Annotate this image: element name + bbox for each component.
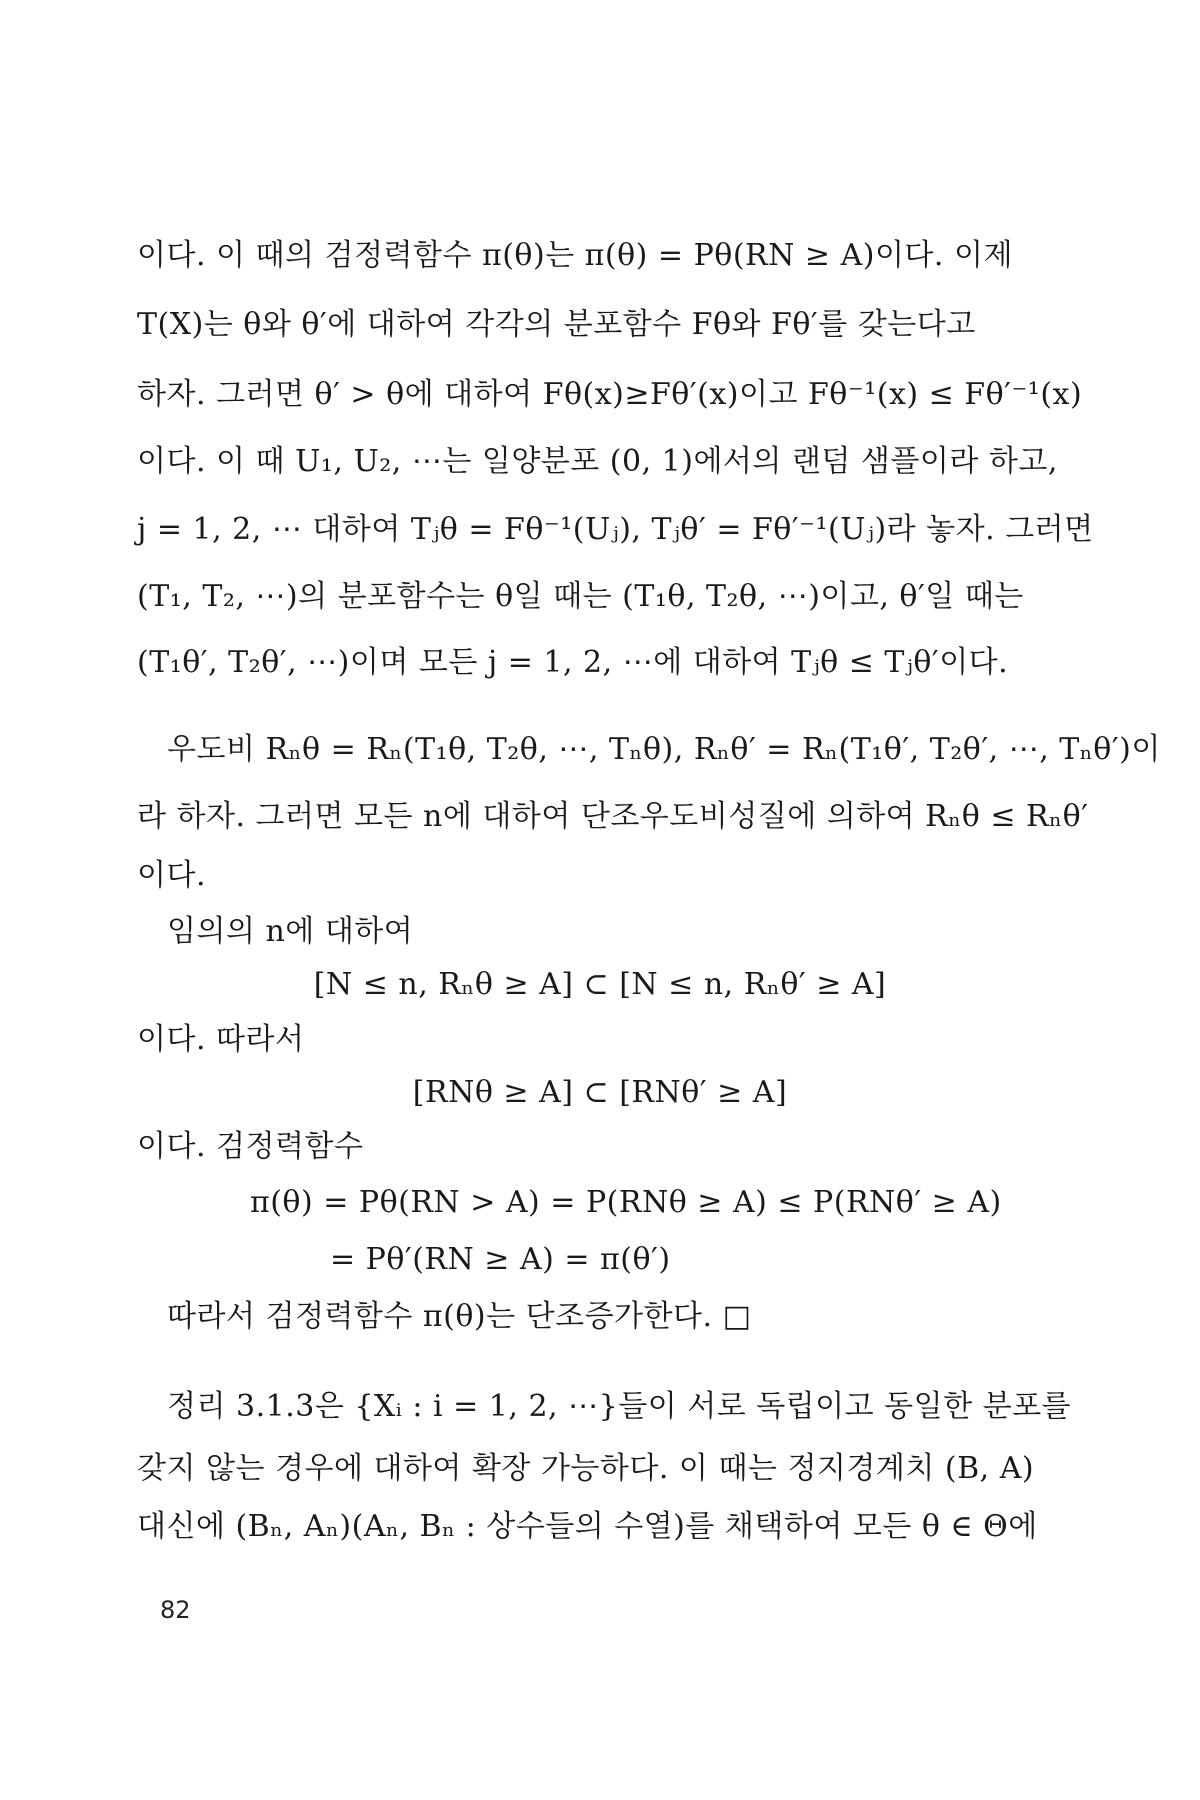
text-line: 이다. 따라서 [137, 1022, 305, 1057]
display-equation: = Pθ′(RN ≥ A) = π(θ′) [330, 1242, 671, 1277]
text-line: 이다. 검정력함수 [137, 1129, 364, 1164]
text-line: T(X)는 θ와 θ′에 대하여 각각의 분포함수 Fθ와 Fθ′를 갖는다고 [137, 307, 976, 342]
text-line: (T₁θ′, T₂θ′, ⋯)이며 모든 j = 1, 2, ⋯에 대하여 Tⱼθ ≤ Tⱼθ′이다. [137, 645, 1009, 680]
text-line: 정리 3.1.3은 {Xᵢ : i = 1, 2, ⋯}들이 서로 독립이고 동일한 분포를 [167, 1389, 1072, 1424]
text-line: 갖지 않는 경우에 대하여 확장 가능하다. 이 때는 정지경계치 (B, A) [137, 1451, 1035, 1486]
text-line: 임의의 n에 대하여 [167, 914, 414, 949]
text-line: 라 하자. 그러면 모든 n에 대하여 단조우도비성질에 의하여 Rₙθ ≤ Rₙθ′ [137, 799, 1089, 834]
text-line: 우도비 Rₙθ = Rₙ(T₁θ, T₂θ, ⋯, Tₙθ), Rₙθ′ = Rₙ(T₁θ′, T₂θ′, ⋯, Tₙθ′)이 [167, 732, 1161, 767]
page-number: 82 [160, 1596, 191, 1624]
text-line: (T₁, T₂, ⋯)의 분포함수는 θ일 때는 (T₁θ, T₂θ, ⋯)이고, θ′일 때는 [137, 579, 1024, 614]
text-line: 이다. [137, 858, 206, 893]
display-equation: [RNθ ≥ A] ⊂ [RNθ′ ≥ A] [412, 1075, 788, 1110]
display-equation: π(θ) = Pθ(RN > A) = P(RNθ ≥ A) ≤ P(RNθ′ ≥ A) [250, 1185, 1002, 1220]
display-equation: [N ≤ n, Rₙθ ≥ A] ⊂ [N ≤ n, Rₙθ′ ≥ A] [313, 967, 887, 1002]
text-line: 하자. 그러면 θ′ > θ에 대하여 Fθ(x)≥Fθ′(x)이고 Fθ⁻¹(x) ≤ Fθ′⁻¹(x) [137, 377, 1083, 412]
text-line: 따라서 검정력함수 π(θ)는 단조증가한다. □ [167, 1299, 752, 1334]
text-line: j = 1, 2, ⋯ 대하여 Tⱼθ = Fθ⁻¹(Uⱼ), Tⱼθ′ = Fθ′⁻¹(Uⱼ)라 놓자. 그러면 [137, 512, 1094, 547]
text-line: 이다. 이 때의 검정력함수 π(θ)는 π(θ) = Pθ(RN ≥ A)이다. 이제 [137, 238, 1013, 273]
text-line: 이다. 이 때 U₁, U₂, ⋯는 일양분포 (0, 1)에서의 랜덤 샘플이라 하고, [137, 444, 1058, 479]
text-line: 대신에 (Bₙ, Aₙ)(Aₙ, Bₙ : 상수들의 수열)를 채택하여 모든 θ ∈ Θ에 [137, 1509, 1038, 1544]
